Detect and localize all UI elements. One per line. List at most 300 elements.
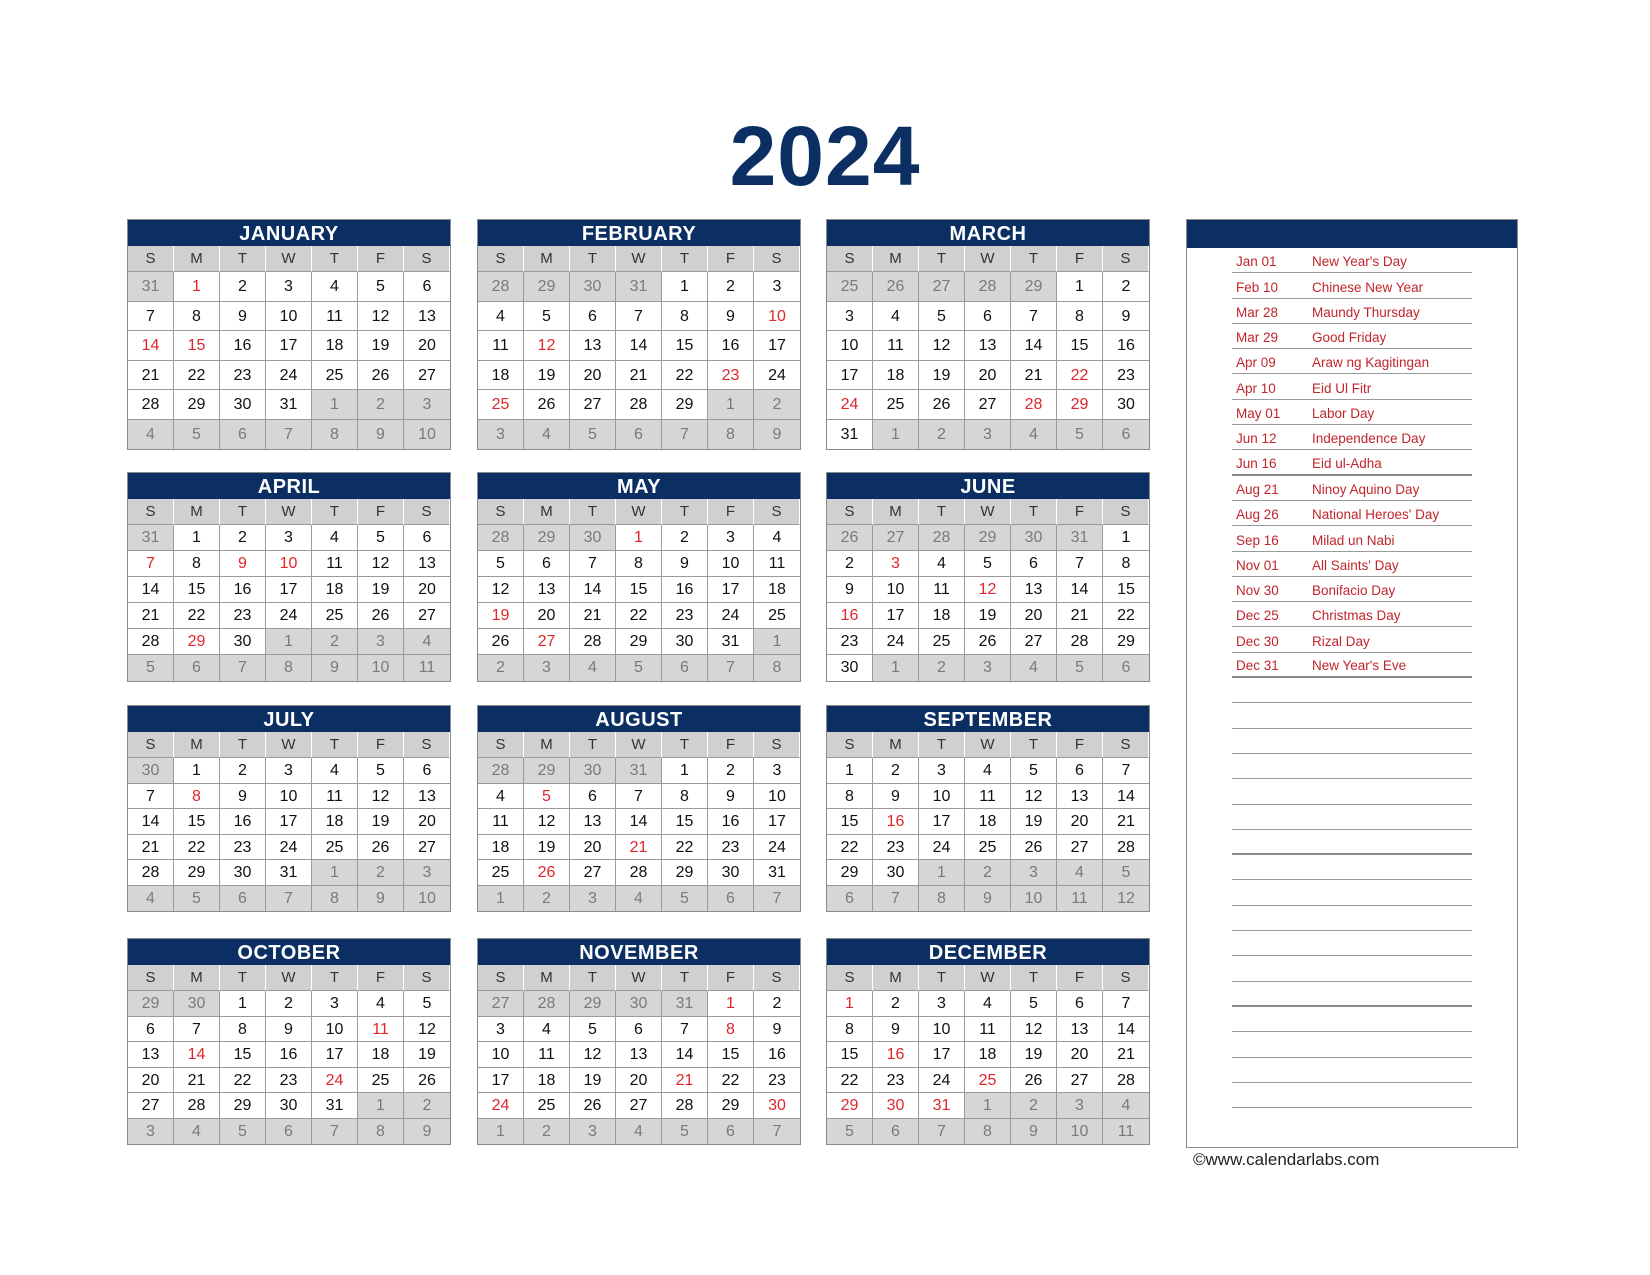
- day-cell: 3: [478, 1017, 524, 1043]
- day-cell: 3: [754, 272, 800, 302]
- holiday-row: [1232, 400, 1472, 425]
- holiday-date: Nov 01: [1236, 557, 1279, 573]
- day-cell: 23: [220, 603, 266, 629]
- day-cell: 8: [174, 551, 220, 577]
- day-cell: 5: [827, 1119, 873, 1145]
- day-cell: 19: [524, 361, 570, 391]
- day-cell: 25: [312, 835, 358, 861]
- weekday-label: S: [128, 499, 174, 525]
- day-cell: 15: [174, 577, 220, 603]
- day-cell: 12: [524, 809, 570, 835]
- day-cell: 7: [662, 420, 708, 450]
- day-cell: 2: [919, 655, 965, 681]
- weekday-label: F: [1057, 246, 1103, 272]
- day-cell: 27: [873, 525, 919, 551]
- day-cell: 4: [754, 525, 800, 551]
- day-cell: 26: [570, 1093, 616, 1119]
- weekday-label: F: [358, 499, 404, 525]
- day-cell: 1: [873, 655, 919, 681]
- holiday-panel-header: [1187, 220, 1517, 248]
- weekday-label: M: [524, 246, 570, 272]
- month-name: FEBRUARY: [478, 220, 800, 246]
- day-cell: 26: [478, 629, 524, 655]
- day-cell: 5: [1057, 655, 1103, 681]
- day-cell: 10: [1057, 1119, 1103, 1145]
- day-cell: 4: [1057, 860, 1103, 886]
- day-cell: 27: [404, 835, 450, 861]
- year-title: 2024: [729, 109, 921, 203]
- day-cell: 10: [1011, 886, 1057, 912]
- day-cell: 10: [478, 1042, 524, 1068]
- day-cell: 13: [570, 809, 616, 835]
- day-cell: 20: [404, 331, 450, 361]
- day-cell: 29: [220, 1093, 266, 1119]
- credit-link[interactable]: ©www.calendarlabs.com: [1193, 1150, 1380, 1169]
- weekday-label: M: [524, 732, 570, 758]
- weekday-label: T: [570, 499, 616, 525]
- day-cell: 23: [662, 603, 708, 629]
- day-cell: 29: [524, 272, 570, 302]
- day-cell: 5: [174, 420, 220, 450]
- holiday-row-blank: [1232, 779, 1472, 804]
- month-name: MARCH: [827, 220, 1149, 246]
- day-cell: 4: [404, 629, 450, 655]
- day-cell: 30: [220, 860, 266, 886]
- day-cell: 1: [827, 991, 873, 1017]
- day-cell: 25: [478, 390, 524, 420]
- day-cell: 31: [919, 1093, 965, 1119]
- day-cell: 20: [524, 603, 570, 629]
- day-cell: 3: [965, 655, 1011, 681]
- weekday-label: S: [1103, 732, 1149, 758]
- weekday-label: W: [266, 246, 312, 272]
- day-cell: 15: [174, 331, 220, 361]
- holiday-name: Independence Day: [1312, 431, 1426, 447]
- day-cell: 14: [662, 1042, 708, 1068]
- day-cell: 26: [965, 629, 1011, 655]
- day-cell: 22: [174, 603, 220, 629]
- day-cell: 2: [708, 272, 754, 302]
- holiday-date: Jun 12: [1236, 431, 1277, 447]
- day-cell: 11: [404, 655, 450, 681]
- day-cell: 16: [220, 331, 266, 361]
- day-cell: 17: [266, 577, 312, 603]
- day-cell: 27: [404, 361, 450, 391]
- month-august: [477, 705, 801, 912]
- day-cell: 12: [358, 551, 404, 577]
- day-cell: 4: [616, 1119, 662, 1145]
- day-cell: 30: [708, 860, 754, 886]
- day-cell: 23: [220, 835, 266, 861]
- day-cell: 4: [174, 1119, 220, 1145]
- day-cell: 5: [965, 551, 1011, 577]
- day-cell: 8: [827, 1017, 873, 1043]
- day-cell: 1: [827, 758, 873, 784]
- month-name: MAY: [478, 473, 800, 499]
- holiday-name: Eid Ul Fitr: [1312, 380, 1372, 396]
- weekday-label: T: [1011, 732, 1057, 758]
- holiday-row-blank: [1232, 1083, 1472, 1108]
- day-cell: 10: [754, 302, 800, 332]
- day-cell: 25: [919, 629, 965, 655]
- day-cell: 21: [128, 361, 174, 391]
- holiday-date: Sep 16: [1236, 532, 1279, 548]
- day-cell: 31: [1057, 525, 1103, 551]
- day-cell: 7: [128, 551, 174, 577]
- day-cell: 30: [570, 758, 616, 784]
- day-cell: 12: [965, 577, 1011, 603]
- day-cell: 7: [754, 886, 800, 912]
- day-cell: 6: [873, 1119, 919, 1145]
- day-cell: 29: [827, 860, 873, 886]
- weekday-label: S: [128, 965, 174, 991]
- day-cell: 4: [570, 655, 616, 681]
- day-cell: 8: [662, 784, 708, 810]
- day-cell: 9: [873, 1017, 919, 1043]
- day-cell: 17: [266, 809, 312, 835]
- day-cell: 2: [754, 991, 800, 1017]
- weekday-label: S: [827, 246, 873, 272]
- weekday-label: M: [873, 246, 919, 272]
- holiday-name: Bonifacio Day: [1312, 583, 1396, 599]
- weekday-label: T: [312, 499, 358, 525]
- day-cell: 14: [570, 577, 616, 603]
- day-cell: 26: [404, 1068, 450, 1094]
- day-cell: 2: [220, 525, 266, 551]
- day-cell: 12: [358, 302, 404, 332]
- day-cell: 7: [1103, 758, 1149, 784]
- day-cell: 15: [220, 1042, 266, 1068]
- day-cell: 3: [266, 758, 312, 784]
- day-cell: 16: [754, 1042, 800, 1068]
- holiday-date: Dec 31: [1236, 658, 1279, 674]
- day-cell: 11: [478, 331, 524, 361]
- day-cell: 1: [220, 991, 266, 1017]
- day-cell: 18: [312, 331, 358, 361]
- day-cell: 8: [827, 784, 873, 810]
- day-cell: 6: [220, 420, 266, 450]
- day-cell: 12: [570, 1042, 616, 1068]
- day-cell: 18: [524, 1068, 570, 1094]
- day-cell: 29: [174, 390, 220, 420]
- day-cell: 3: [873, 551, 919, 577]
- day-cell: 25: [312, 361, 358, 391]
- month-grid: [128, 965, 450, 1144]
- day-cell: 22: [662, 361, 708, 391]
- weekday-label: S: [754, 732, 800, 758]
- day-cell: 20: [965, 361, 1011, 391]
- day-cell: 12: [358, 784, 404, 810]
- weekday-label: F: [1057, 499, 1103, 525]
- day-cell: 28: [478, 758, 524, 784]
- weekday-label: M: [174, 965, 220, 991]
- holiday-row-blank: [1232, 880, 1472, 905]
- weekday-label: S: [1103, 246, 1149, 272]
- day-cell: 9: [1103, 302, 1149, 332]
- day-cell: 2: [524, 1119, 570, 1145]
- day-cell: 4: [128, 886, 174, 912]
- holiday-date: Jan 01: [1236, 254, 1277, 270]
- day-cell: 17: [754, 331, 800, 361]
- day-cell: 12: [524, 331, 570, 361]
- day-cell: 26: [358, 835, 404, 861]
- day-cell: 9: [220, 784, 266, 810]
- day-cell: 5: [220, 1119, 266, 1145]
- day-cell: 29: [662, 390, 708, 420]
- day-cell: 23: [708, 361, 754, 391]
- day-cell: 15: [1103, 577, 1149, 603]
- day-cell: 5: [1011, 991, 1057, 1017]
- day-cell: 24: [266, 603, 312, 629]
- day-cell: 3: [919, 758, 965, 784]
- day-cell: 1: [708, 390, 754, 420]
- day-cell: 16: [266, 1042, 312, 1068]
- day-cell: 19: [1011, 1042, 1057, 1068]
- day-cell: 18: [478, 361, 524, 391]
- day-cell: 22: [220, 1068, 266, 1094]
- day-cell: 12: [478, 577, 524, 603]
- holiday-panel: [1186, 219, 1518, 1148]
- holiday-date: Jun 16: [1236, 455, 1277, 471]
- weekday-label: F: [358, 246, 404, 272]
- day-cell: 7: [1057, 551, 1103, 577]
- day-cell: 21: [128, 835, 174, 861]
- holiday-date: Apr 10: [1236, 380, 1276, 396]
- day-cell: 6: [266, 1119, 312, 1145]
- day-cell: 3: [919, 991, 965, 1017]
- day-cell: 12: [1011, 784, 1057, 810]
- day-cell: 13: [404, 302, 450, 332]
- day-cell: 18: [919, 603, 965, 629]
- day-cell: 5: [478, 551, 524, 577]
- day-cell: 15: [662, 809, 708, 835]
- holiday-row: [1232, 501, 1472, 526]
- day-cell: 7: [616, 302, 662, 332]
- holiday-row-blank: [1232, 805, 1472, 830]
- day-cell: 11: [524, 1042, 570, 1068]
- day-cell: 8: [965, 1119, 1011, 1145]
- day-cell: 7: [128, 784, 174, 810]
- day-cell: 9: [358, 886, 404, 912]
- holiday-row-blank: [1232, 830, 1472, 855]
- day-cell: 8: [358, 1119, 404, 1145]
- weekday-label: F: [708, 499, 754, 525]
- day-cell: 4: [616, 886, 662, 912]
- day-cell: 7: [616, 784, 662, 810]
- day-cell: 9: [358, 420, 404, 450]
- day-cell: 31: [128, 525, 174, 551]
- month-name: DECEMBER: [827, 939, 1149, 965]
- weekday-label: T: [220, 499, 266, 525]
- day-cell: 17: [919, 1042, 965, 1068]
- month-grid: [478, 499, 800, 681]
- day-cell: 30: [570, 272, 616, 302]
- day-cell: 6: [1011, 551, 1057, 577]
- day-cell: 17: [266, 331, 312, 361]
- day-cell: 18: [965, 1042, 1011, 1068]
- holiday-row: [1232, 299, 1472, 324]
- day-cell: 6: [708, 1119, 754, 1145]
- day-cell: 12: [1103, 886, 1149, 912]
- day-cell: 2: [873, 991, 919, 1017]
- day-cell: 6: [1057, 991, 1103, 1017]
- holiday-row-blank: [1232, 703, 1472, 728]
- day-cell: 9: [662, 551, 708, 577]
- day-cell: 3: [312, 991, 358, 1017]
- weekday-label: T: [662, 499, 708, 525]
- day-cell: 14: [128, 577, 174, 603]
- day-cell: 7: [220, 655, 266, 681]
- month-name: SEPTEMBER: [827, 706, 1149, 732]
- day-cell: 7: [570, 551, 616, 577]
- day-cell: 26: [358, 603, 404, 629]
- weekday-label: F: [708, 965, 754, 991]
- day-cell: 22: [1057, 361, 1103, 391]
- day-cell: 5: [128, 655, 174, 681]
- day-cell: 5: [662, 1119, 708, 1145]
- day-cell: 8: [1057, 302, 1103, 332]
- day-cell: 8: [1103, 551, 1149, 577]
- holiday-name: New Year's Day: [1312, 254, 1407, 270]
- day-cell: 9: [312, 655, 358, 681]
- day-cell: 3: [1011, 860, 1057, 886]
- day-cell: 1: [708, 991, 754, 1017]
- day-cell: 19: [919, 361, 965, 391]
- day-cell: 4: [312, 525, 358, 551]
- day-cell: 22: [616, 603, 662, 629]
- day-cell: 1: [358, 1093, 404, 1119]
- day-cell: 21: [616, 361, 662, 391]
- day-cell: 1: [312, 860, 358, 886]
- day-cell: 2: [662, 525, 708, 551]
- day-cell: 29: [708, 1093, 754, 1119]
- day-cell: 28: [1103, 1068, 1149, 1094]
- day-cell: 29: [616, 629, 662, 655]
- day-cell: 18: [873, 361, 919, 391]
- day-cell: 19: [1011, 809, 1057, 835]
- day-cell: 14: [1011, 331, 1057, 361]
- day-cell: 11: [1057, 886, 1103, 912]
- day-cell: 27: [478, 991, 524, 1017]
- holiday-row: [1232, 425, 1472, 450]
- day-cell: 26: [873, 272, 919, 302]
- day-cell: 22: [1103, 603, 1149, 629]
- weekday-label: S: [478, 732, 524, 758]
- day-cell: 15: [827, 1042, 873, 1068]
- day-cell: 20: [1011, 603, 1057, 629]
- day-cell: 8: [312, 886, 358, 912]
- day-cell: 1: [919, 860, 965, 886]
- day-cell: 3: [524, 655, 570, 681]
- day-cell: 2: [708, 758, 754, 784]
- day-cell: 9: [708, 302, 754, 332]
- holiday-name: Maundy Thursday: [1312, 304, 1420, 320]
- day-cell: 28: [1057, 629, 1103, 655]
- day-cell: 3: [358, 629, 404, 655]
- day-cell: 27: [1057, 1068, 1103, 1094]
- day-cell: 15: [174, 809, 220, 835]
- day-cell: 1: [174, 272, 220, 302]
- day-cell: 29: [1103, 629, 1149, 655]
- day-cell: 14: [128, 809, 174, 835]
- weekday-label: S: [404, 246, 450, 272]
- day-cell: 3: [708, 525, 754, 551]
- day-cell: 7: [128, 302, 174, 332]
- day-cell: 5: [358, 758, 404, 784]
- day-cell: 25: [965, 835, 1011, 861]
- day-cell: 24: [266, 361, 312, 391]
- day-cell: 23: [827, 629, 873, 655]
- holiday-row: [1232, 526, 1472, 551]
- day-cell: 6: [570, 302, 616, 332]
- day-cell: 6: [404, 525, 450, 551]
- day-cell: 13: [570, 331, 616, 361]
- day-cell: 18: [754, 577, 800, 603]
- day-cell: 21: [1103, 809, 1149, 835]
- weekday-label: T: [1011, 965, 1057, 991]
- weekday-label: W: [616, 246, 662, 272]
- weekday-label: T: [662, 246, 708, 272]
- day-cell: 1: [662, 272, 708, 302]
- day-cell: 6: [1057, 758, 1103, 784]
- weekday-label: S: [128, 732, 174, 758]
- day-cell: 2: [1103, 272, 1149, 302]
- day-cell: 19: [358, 331, 404, 361]
- day-cell: 19: [570, 1068, 616, 1094]
- day-cell: 22: [708, 1068, 754, 1094]
- day-cell: 27: [570, 860, 616, 886]
- day-cell: 7: [266, 886, 312, 912]
- day-cell: 7: [1011, 302, 1057, 332]
- day-cell: 23: [220, 361, 266, 391]
- day-cell: 27: [404, 603, 450, 629]
- day-cell: 3: [128, 1119, 174, 1145]
- day-cell: 23: [873, 1068, 919, 1094]
- day-cell: 7: [662, 1017, 708, 1043]
- month-july: [127, 705, 451, 912]
- day-cell: 9: [965, 886, 1011, 912]
- day-cell: 6: [128, 1017, 174, 1043]
- day-cell: 25: [524, 1093, 570, 1119]
- month-grid: [478, 965, 800, 1144]
- day-cell: 5: [919, 302, 965, 332]
- day-cell: 29: [174, 629, 220, 655]
- day-cell: 17: [754, 809, 800, 835]
- weekday-label: S: [478, 499, 524, 525]
- day-cell: 28: [662, 1093, 708, 1119]
- day-cell: 31: [827, 420, 873, 450]
- day-cell: 26: [1011, 835, 1057, 861]
- day-cell: 1: [873, 420, 919, 450]
- month-february: [477, 219, 801, 450]
- day-cell: 2: [358, 390, 404, 420]
- day-cell: 14: [616, 809, 662, 835]
- day-cell: 27: [524, 629, 570, 655]
- day-cell: 3: [266, 525, 312, 551]
- weekday-label: W: [266, 732, 312, 758]
- day-cell: 8: [174, 302, 220, 332]
- day-cell: 23: [873, 835, 919, 861]
- day-cell: 20: [570, 361, 616, 391]
- day-cell: 2: [754, 390, 800, 420]
- weekday-label: T: [220, 246, 266, 272]
- day-cell: 4: [1011, 655, 1057, 681]
- day-cell: 27: [570, 390, 616, 420]
- day-cell: 21: [174, 1068, 220, 1094]
- weekday-label: F: [1057, 732, 1103, 758]
- weekday-label: W: [266, 499, 312, 525]
- day-cell: 5: [662, 886, 708, 912]
